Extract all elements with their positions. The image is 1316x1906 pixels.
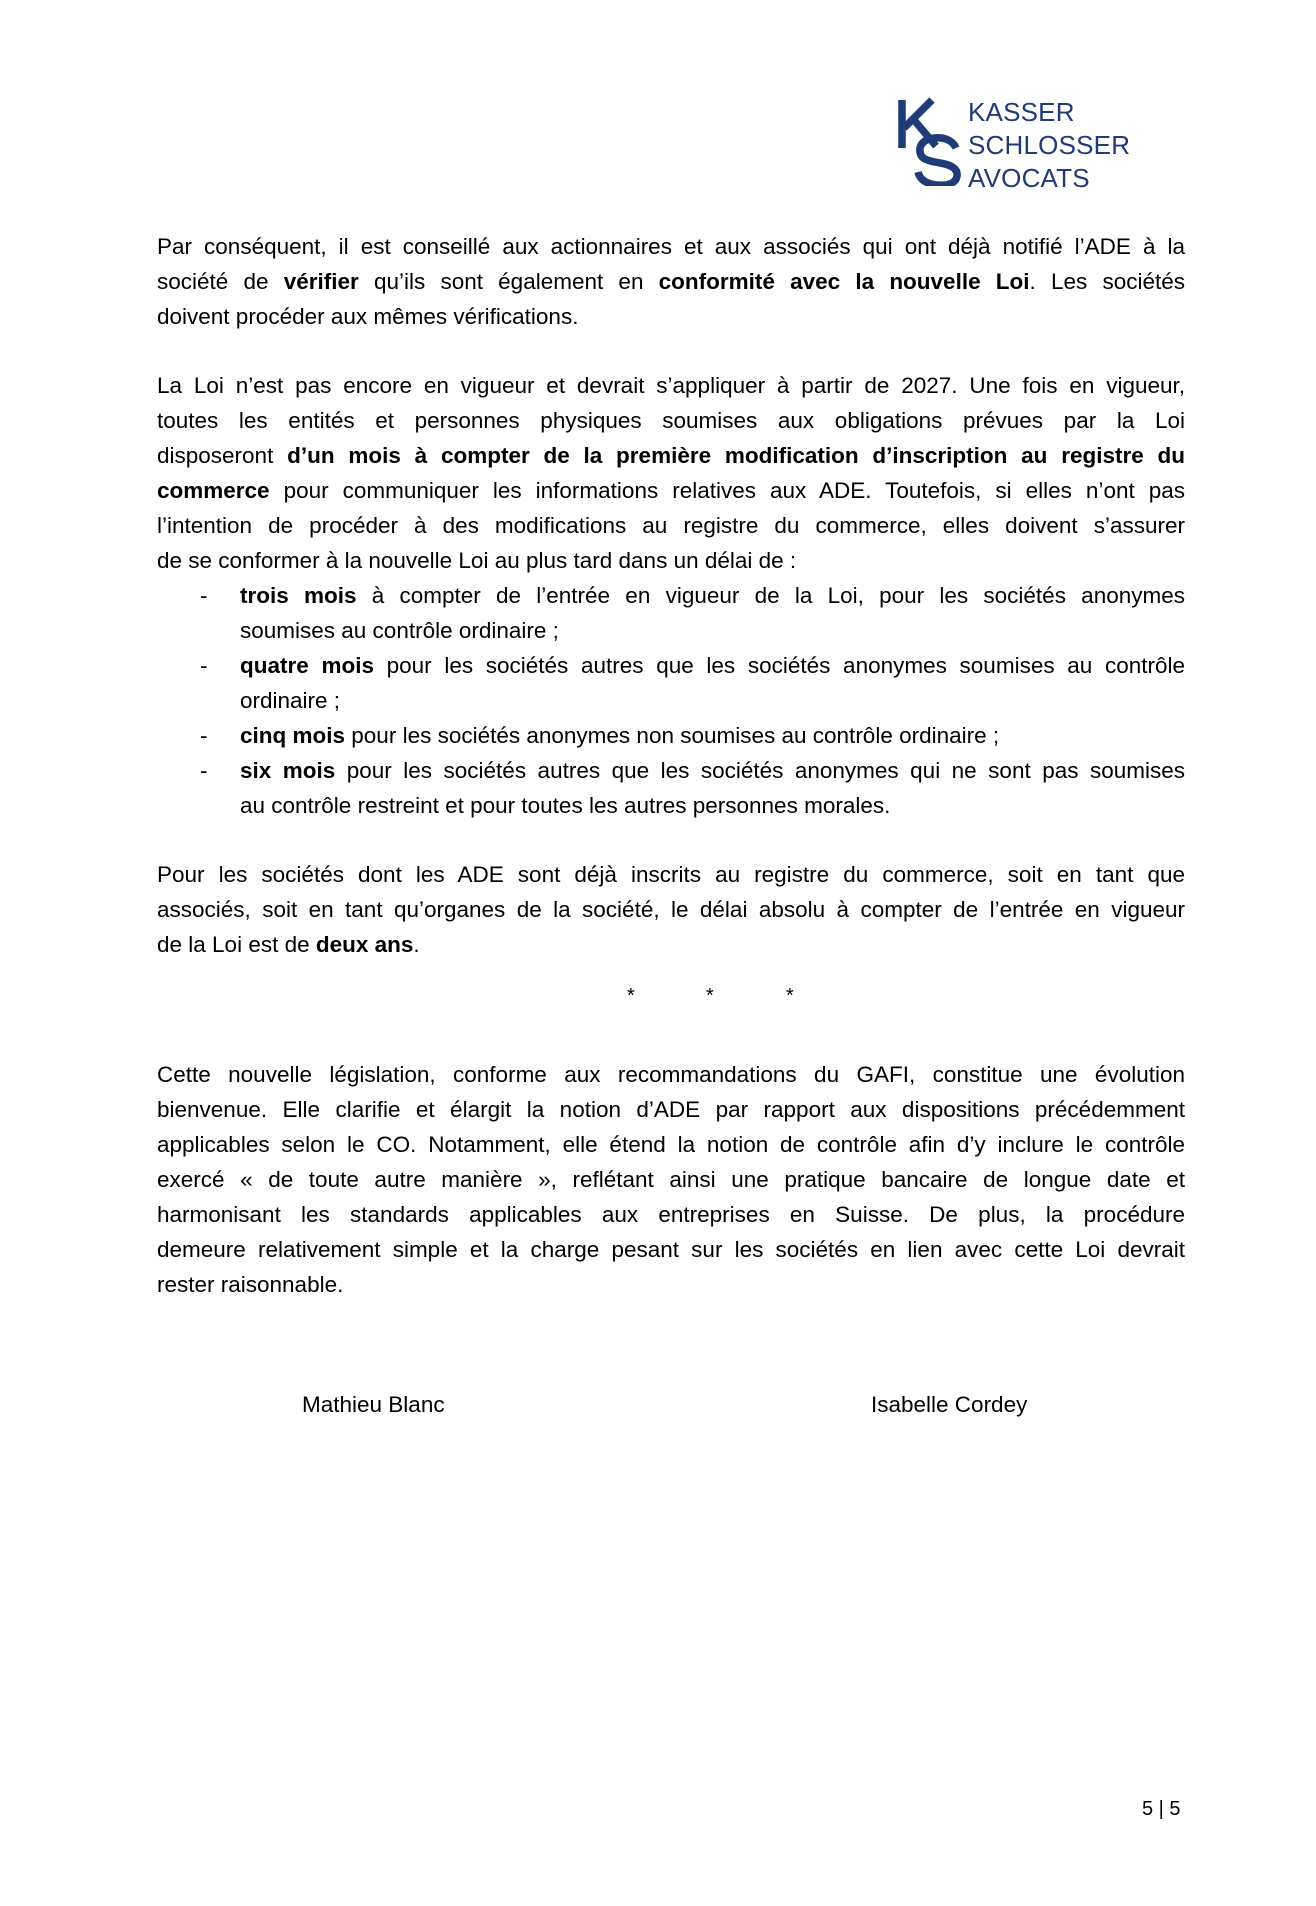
text-segment: applicables selon le CO. Notamment, elle étend la notion de contrôle afin d’y inclure le contrôle — [157, 1132, 1185, 1157]
text-segment: demeure relativement simple et la charge pesant sur les sociétés en lien avec cette Loi devrait — [157, 1237, 1185, 1262]
bold-text: deux ans — [315, 932, 414, 957]
list-item-text — [240, 648, 1185, 718]
text-line — [240, 718, 1185, 753]
text-line — [157, 1267, 1185, 1302]
text-line — [157, 264, 1185, 299]
text-line — [157, 857, 1185, 892]
bold-text: quatre mois — [240, 653, 374, 678]
firm-name-line: KASSER — [968, 97, 1075, 127]
list-item-text — [240, 753, 1185, 823]
text-line — [157, 229, 1185, 264]
separator-asterisk: * — [786, 985, 794, 1007]
text-line — [157, 927, 1185, 962]
text-segment: soumises au contrôle ordinaire ; — [240, 618, 559, 643]
text-segment: pour les sociétés autres que les sociétés anonymes qui ne sont pas soumises — [335, 758, 1185, 783]
text-line — [240, 683, 1185, 718]
text-line — [157, 1057, 1185, 1092]
list-dash: - — [200, 653, 208, 678]
bold-text: conformité avec la nouvelle Loi — [658, 269, 1030, 294]
text-segment: harmonisant les standards applicables aux entreprises en Suisse. De plus, la procédure — [157, 1202, 1185, 1227]
list-dash: - — [200, 583, 208, 608]
bold-text: d’un mois à compter de la première modification d’inscription au registre du — [287, 443, 1186, 468]
text-line — [157, 473, 1185, 508]
firm-logo — [896, 96, 1156, 193]
text-segment: Pour les sociétés dont les ADE sont déjà inscrits au registre du commerce, soit en tant que — [157, 862, 1185, 887]
text-line — [157, 438, 1185, 473]
page-number: 5 | 5 — [1142, 1798, 1181, 1820]
paragraph-conformity — [157, 229, 1185, 334]
text-segment: doivent procéder aux mêmes vérifications. — [157, 304, 579, 329]
text-line — [157, 1127, 1185, 1162]
paragraph-conclusion — [157, 1057, 1185, 1302]
bold-text: six mois — [240, 758, 336, 783]
text-segment: pour les sociétés anonymes non soumises au contrôle ordinaire ; — [345, 723, 1000, 748]
text-line — [157, 543, 1185, 578]
firm-name-line: AVOCATS — [968, 163, 1090, 193]
text-segment: Par conséquent, il est conseillé aux actionnaires et aux associés qui ont déjà notifié l’ADE à la — [157, 234, 1185, 259]
signature-name: Isabelle Cordey — [871, 1392, 1028, 1417]
paragraph-existing-ade — [157, 857, 1185, 962]
text-segment: rester raisonnable. — [157, 1272, 344, 1297]
text-segment: associés, soit en tant qu’organes de la société, le délai absolu à compter de l’entrée en vigueur — [157, 897, 1185, 922]
text-line — [240, 753, 1185, 788]
text-segment: au contrôle restreint et pour toutes les autres personnes morales. — [240, 793, 891, 818]
text-segment: pour communiquer les informations relatives aux ADE. Toutefois, si elles n’ont pas — [269, 478, 1185, 503]
text-segment: toutes les entités et personnes physiques soumises aux obligations prévues par la Loi — [157, 408, 1185, 433]
bold-text: cinq mois — [240, 723, 346, 748]
list-item-text — [240, 578, 1185, 648]
separator-asterisk: * — [706, 985, 714, 1007]
text-segment: disposeront — [157, 443, 288, 468]
separator-asterisk: * — [627, 985, 635, 1007]
bold-text: vérifier — [283, 269, 359, 294]
text-segment: exercé « de toute autre manière », reflétant ainsi une pratique bancaire de longue date et — [157, 1167, 1185, 1192]
text-line — [240, 613, 1185, 648]
text-segment: à compter de l’entrée en vigueur de la Loi, pour les sociétés anonymes — [356, 583, 1185, 608]
text-line — [157, 508, 1185, 543]
text-line — [157, 892, 1185, 927]
text-segment: de se conformer à la nouvelle Loi au plus tard dans un délai de : — [157, 548, 797, 573]
text-segment: . — [413, 932, 420, 957]
text-segment: . Les sociétés — [1029, 269, 1185, 294]
text-line — [157, 1092, 1185, 1127]
paragraph-entry-into-force — [157, 368, 1185, 578]
ks-monogram-icon — [896, 96, 966, 186]
text-segment: qu’ils sont également en — [358, 269, 659, 294]
text-line — [157, 1162, 1185, 1197]
text-line — [157, 1232, 1185, 1267]
text-segment: ordinaire ; — [240, 688, 341, 713]
text-line — [157, 299, 1185, 334]
bold-text: commerce — [157, 478, 270, 503]
firm-name-line: SCHLOSSER — [968, 130, 1131, 160]
text-segment: société de — [157, 269, 284, 294]
signature-name: Mathieu Blanc — [302, 1392, 445, 1417]
text-segment: de la Loi est de — [157, 932, 316, 957]
text-line — [240, 788, 1185, 823]
text-segment: bienvenue. Elle clarifie et élargit la notion d’ADE par rapport aux dispositions précédemment — [157, 1097, 1185, 1122]
text-line — [157, 1197, 1185, 1232]
text-segment: La Loi n’est pas encore en vigueur et devrait s’appliquer à partir de 2027. Une fois en vigueur, — [157, 373, 1185, 398]
text-line — [157, 368, 1185, 403]
text-line — [240, 578, 1185, 613]
list-item-text — [240, 718, 1185, 753]
text-line — [240, 648, 1185, 683]
firm-name — [968, 96, 1130, 195]
text-segment: l’intention de procéder à des modifications au registre du commerce, elles doivent s’assurer — [157, 513, 1185, 538]
text-line — [157, 403, 1185, 438]
list-dash: - — [200, 758, 208, 783]
bold-text: trois mois — [240, 583, 357, 608]
list-dash: - — [200, 723, 208, 748]
text-segment: Cette nouvelle législation, conforme aux recommandations du GAFI, constitue une évolution — [157, 1062, 1185, 1087]
text-segment: pour les sociétés autres que les sociétés anonymes soumises au contrôle — [373, 653, 1185, 678]
